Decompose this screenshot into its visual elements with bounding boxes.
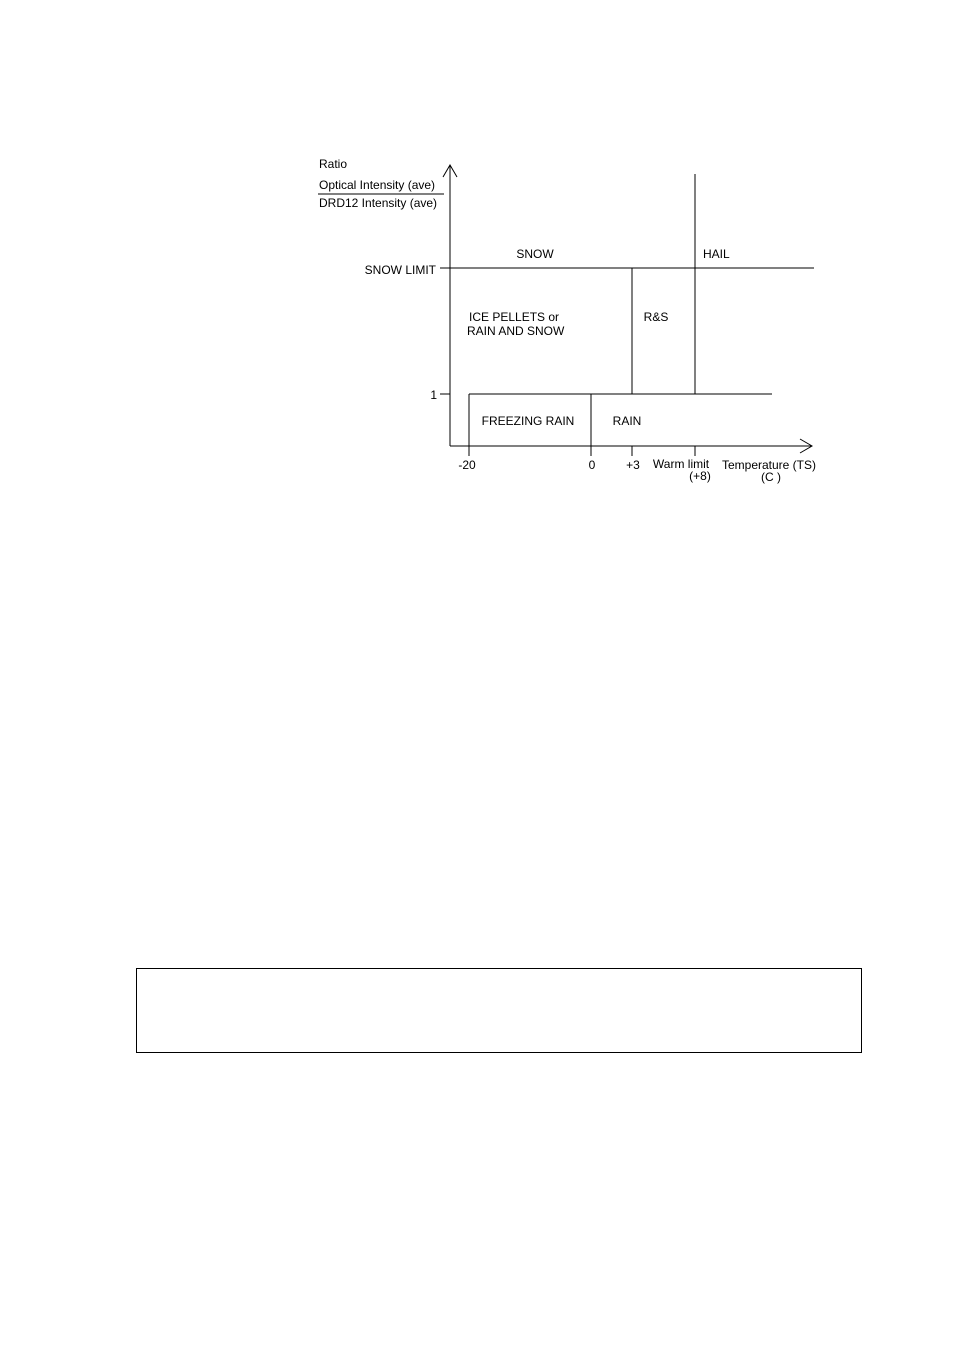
x-tick-minus20: -20 xyxy=(458,458,476,472)
region-r-and-s: R&S xyxy=(643,310,669,324)
region-freezing-rain: FREEZING RAIN xyxy=(481,414,575,428)
y-tick-snow-limit: SNOW LIMIT xyxy=(364,263,436,277)
y-axis-numerator: Optical Intensity (ave) xyxy=(319,178,436,192)
y-axis-denominator: DRD12 Intensity (ave) xyxy=(319,196,438,210)
y-axis-label: Ratio xyxy=(319,157,348,171)
x-tick-warm-limit-value: (+8) xyxy=(689,469,711,483)
x-tick-plus3: +3 xyxy=(626,458,640,472)
region-ice-pellets: ICE PELLETS or xyxy=(469,310,560,324)
x-tick-zero: 0 xyxy=(588,458,596,472)
x-axis-label: Temperature (TS) xyxy=(721,458,817,472)
region-hail: HAIL xyxy=(703,247,730,261)
region-rain-and-snow: RAIN AND SNOW xyxy=(467,324,565,338)
x-tick-warm-limit: Warm limit xyxy=(652,457,710,471)
caption-box xyxy=(136,968,862,1053)
region-snow: SNOW xyxy=(516,247,554,261)
y-tick-one: 1 xyxy=(430,388,437,402)
region-rain: RAIN xyxy=(612,414,642,428)
x-axis-unit: (C ) xyxy=(761,470,781,484)
